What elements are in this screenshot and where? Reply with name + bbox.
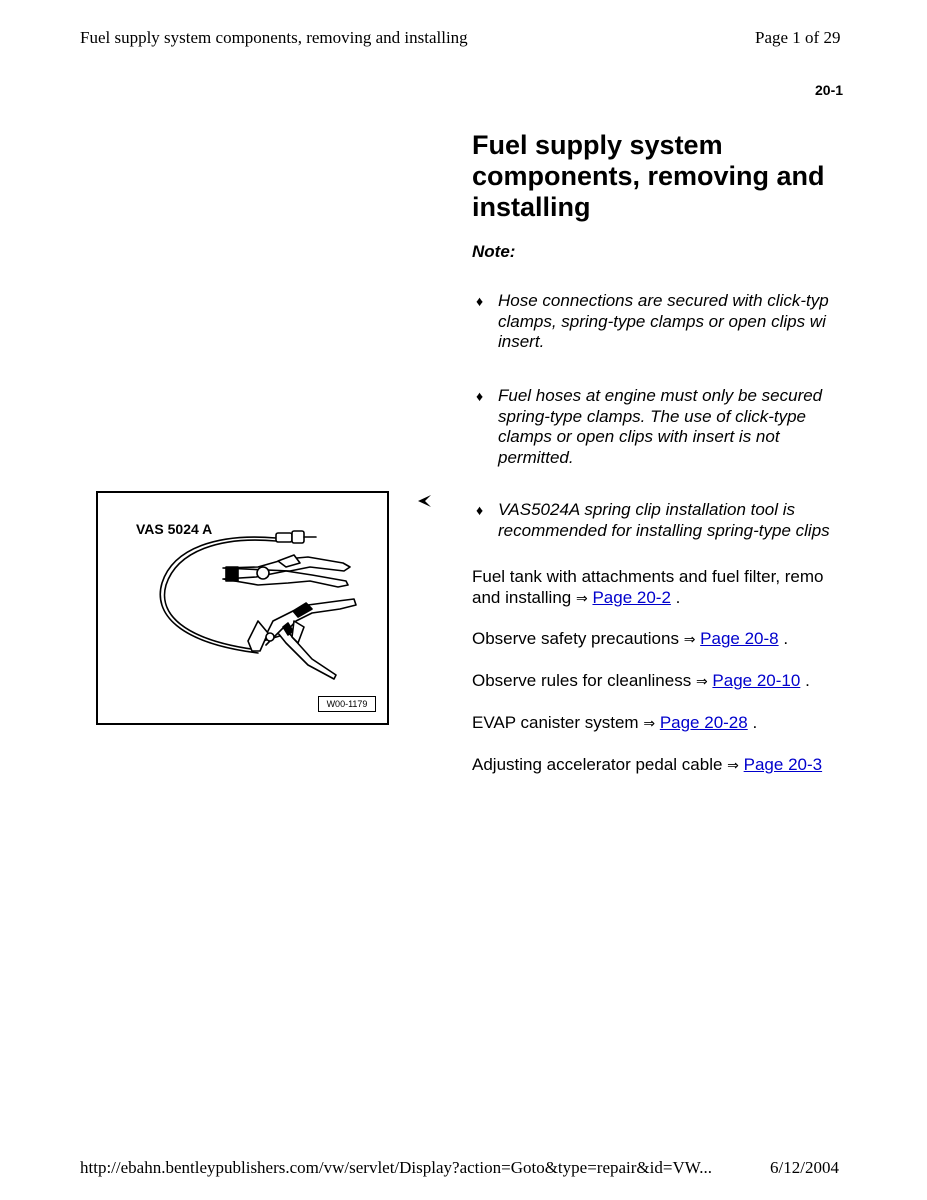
reference-line <box>472 566 824 587</box>
reference-suffix: . <box>783 629 789 648</box>
link-page-20-3[interactable]: Page 20-3 <box>743 755 823 774</box>
bullet-line: permitted. <box>498 447 574 467</box>
section-number: 20-1 <box>815 82 844 98</box>
reference-suffix: . <box>805 671 810 690</box>
reference-line <box>472 754 822 777</box>
content-column <box>472 128 846 828</box>
reference-text: Observe rules for cleanliness <box>472 671 692 690</box>
reference-suffix: . <box>675 588 681 607</box>
reference-suffix: . <box>752 713 758 732</box>
bullet-line: recommended for installing spring-type clips <box>498 520 830 540</box>
reference-text: and installing <box>472 588 572 607</box>
note-bullet <box>476 386 846 468</box>
link-page-20-28[interactable]: Page 20-28 <box>659 713 748 732</box>
diamond-bullet-icon: ♦ <box>476 502 484 518</box>
link-page-20-8[interactable]: Page 20-8 <box>700 629 779 648</box>
note-bullet <box>476 500 846 541</box>
reference-line <box>472 587 680 610</box>
header-title: Fuel supply system components, removing and installing <box>80 28 468 47</box>
note-label: Note: <box>472 242 516 261</box>
reference-line <box>472 670 810 693</box>
footer-date: 6/12/2004 <box>770 1158 839 1177</box>
note-bullet <box>476 291 846 353</box>
page-title: Fuel supply system components, removing and installing <box>472 130 825 222</box>
reference-line <box>472 628 788 651</box>
figure-code: W00-1179 <box>318 696 376 712</box>
bullet-line: insert. <box>498 332 545 351</box>
bullet-line: spring-type clamps. The use of click-type <box>498 406 807 426</box>
bullet-line: clamps or open clips with insert is not <box>498 427 780 446</box>
diamond-bullet-icon: ♦ <box>476 293 484 309</box>
link-page-20-10[interactable]: Page 20-10 <box>712 671 801 690</box>
diamond-bullet-icon: ♦ <box>476 388 484 404</box>
page-counter: Page 1 of 29 <box>755 28 841 47</box>
reference-text: Fuel tank with attachments and fuel filter, remo <box>472 567 824 586</box>
bullet-line: Fuel hoses at engine must only be secured <box>498 386 823 405</box>
footer-url: http://ebahn.bentleypublishers.com/vw/servlet/Display?action=Goto&type=repair&id=VW... <box>80 1158 712 1177</box>
tool-figure <box>96 491 389 725</box>
double-arrow-icon: ⇒ <box>727 758 739 774</box>
bullet-line: clamps, spring-type clamps or open clips wi <box>498 311 826 331</box>
bullet-line: VAS5024A spring clip installation tool is <box>498 500 796 519</box>
reference-text: Adjusting accelerator pedal cable <box>472 755 723 774</box>
double-arrow-icon: ⇒ <box>643 716 656 732</box>
double-arrow-icon: ⇒ <box>683 632 696 648</box>
reference-text: EVAP canister system <box>472 713 639 732</box>
double-arrow-icon: ⇒ <box>695 674 708 690</box>
link-page-20-2[interactable]: Page 20-2 <box>592 588 671 607</box>
figure-label: VAS 5024 A <box>136 521 213 537</box>
double-arrow-icon: ⇒ <box>575 591 588 607</box>
reference-text: Observe safety precautions <box>472 629 679 648</box>
reference-line <box>472 712 757 735</box>
bullet-line: Hose connections are secured with click-typ <box>498 291 829 310</box>
pointer-arrow-icon <box>416 492 434 515</box>
